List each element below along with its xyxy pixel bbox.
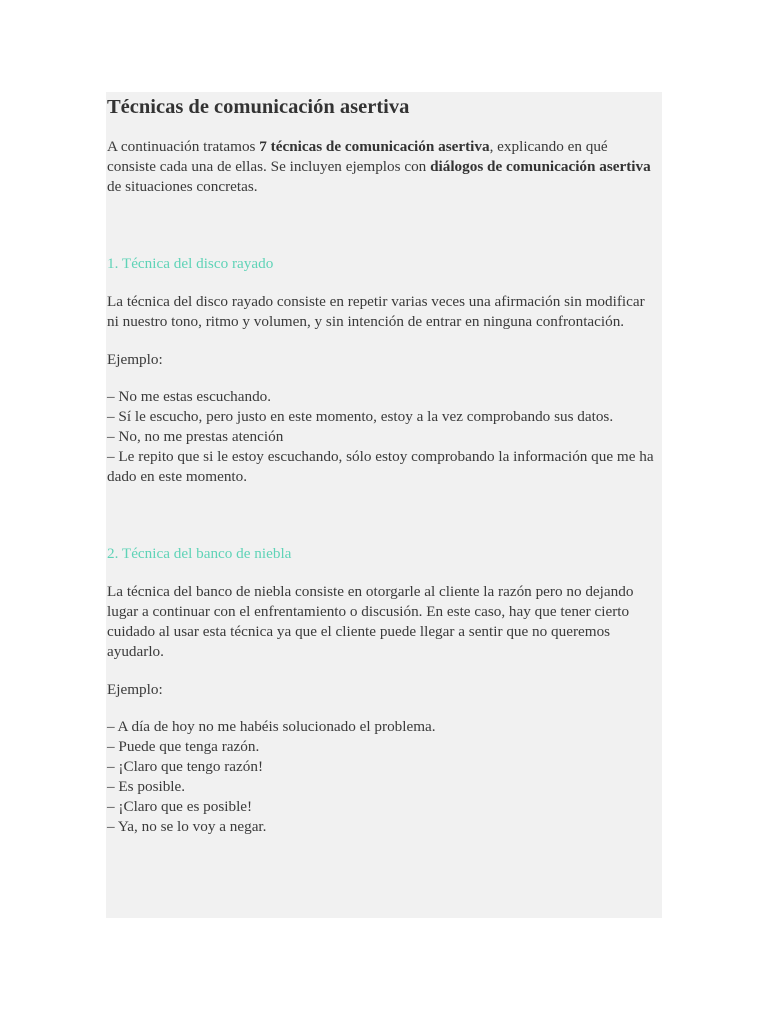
intro-bold-2: diálogos de comunicación asertiva [430, 158, 651, 175]
section-description-disco-rayado: La técnica del disco rayado consiste en repetir varias veces una afirmación sin modificar ni nuestro tono, ritmo y volumen, y sin intención de entrar en ninguna confrontación. [107, 293, 645, 330]
example-dialog-banco-niebla [107, 717, 659, 837]
intro-text-3: de situaciones concretas. [107, 178, 258, 195]
section-heading-banco-niebla: 2. Técnica del banco de niebla [107, 545, 292, 562]
dialog-line: – Le repito que si le estoy escuchando, sólo estoy comprobando la información que me ha dado en este momento. [107, 448, 654, 485]
dialog-line: – Puede que tenga razón. [107, 738, 260, 755]
page-title: Técnicas de comunicación asertiva [107, 96, 410, 118]
example-label: Ejemplo: [107, 681, 163, 698]
dialog-line: – A día de hoy no me habéis solucionado el problema. [107, 718, 436, 735]
section-heading-disco-rayado: 1. Técnica del disco rayado [107, 255, 274, 272]
dialog-line: – ¡Claro que tengo razón! [107, 758, 264, 775]
dialog-line: – Ya, no se lo voy a negar. [107, 818, 267, 835]
intro-bold-1: 7 técnicas de comunicación asertiva [259, 138, 490, 155]
intro-paragraph [107, 137, 659, 197]
section-description-banco-niebla: La técnica del banco de niebla consiste en otorgarle al cliente la razón pero no dejando lugar a continuar con el enfrentamiento o discusión. En este caso, hay que tener cierto cuidado al usar esta técnica ya que el cliente puede llegar a sentir que no queremos ayudarlo. [107, 583, 634, 660]
dialog-line: – No, no me prestas atención [107, 428, 284, 445]
document-content [107, 92, 659, 837]
example-label: Ejemplo: [107, 351, 163, 368]
dialog-line: – ¡Claro que es posible! [107, 798, 253, 815]
dialog-line: – Sí le escucho, pero justo en este momento, estoy a la vez comprobando sus datos. [107, 408, 614, 425]
dialog-line: – No me estas escuchando. [107, 388, 272, 405]
dialog-line: – Es posible. [107, 778, 186, 795]
intro-text-2: , explicando en qué consiste cada una de ellas. Se incluyen ejemplos con [107, 138, 608, 175]
example-dialog-disco-rayado [107, 387, 659, 487]
intro-text-1: A continuación tratamos [107, 138, 260, 155]
